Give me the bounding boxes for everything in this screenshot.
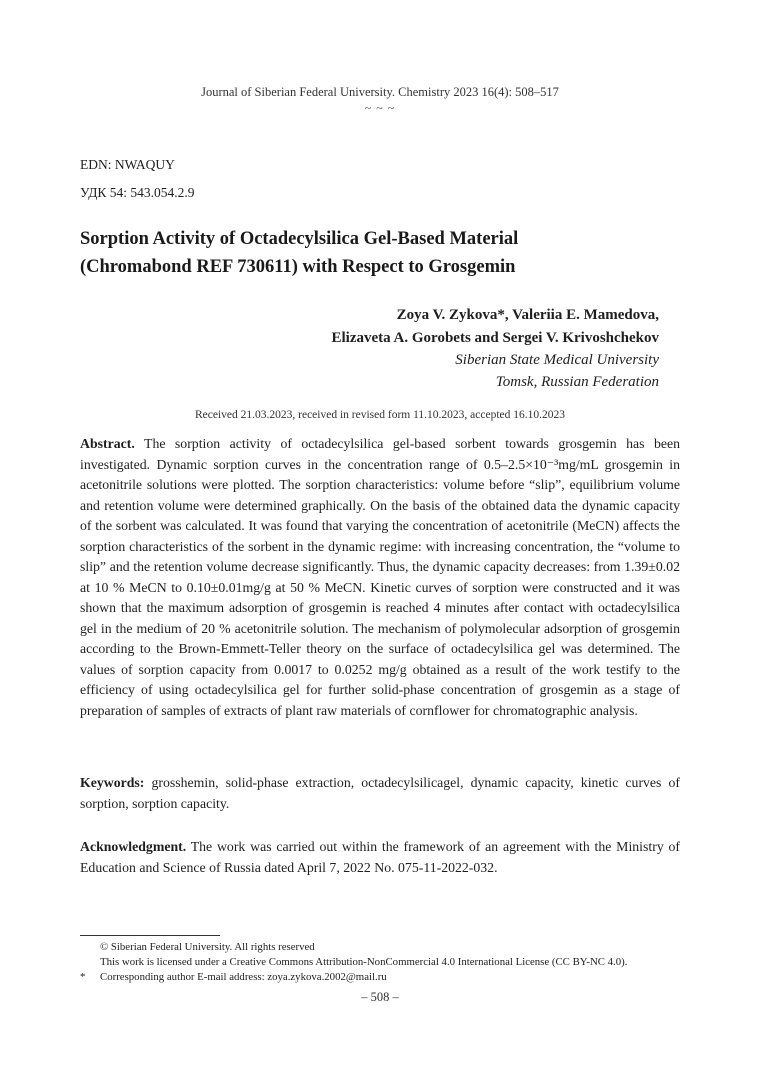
keywords-text: grosshemin, solid-phase extraction, octadecylsilicagel, dynamic capacity, kinetic curves of sorption, sorption capacity. bbox=[80, 775, 681, 811]
keywords-label: Keywords: bbox=[80, 775, 145, 790]
footnote-divider bbox=[80, 935, 220, 936]
affiliation bbox=[99, 349, 659, 393]
keywords-section bbox=[80, 773, 680, 814]
journal-header: Journal of Siberian Federal University. Chemistry 2023 16(4): 508–517 bbox=[201, 85, 559, 99]
author-list bbox=[99, 304, 659, 350]
received-dates: Received 21.03.2023, received in revised form 11.10.2023, accepted 16.10.2023 bbox=[194, 409, 566, 421]
acknowledgment-label: Acknowledgment. bbox=[80, 839, 187, 854]
edn-code: EDN: NWAQUY bbox=[80, 157, 175, 172]
udk-code: УДК 54: 543.054.2.9 bbox=[80, 185, 195, 200]
title-line-1: Sorption Activity of Octadecylsilica Gel-Based Material bbox=[80, 229, 519, 249]
footnote-license: This work is licensed under a Creative Commons Attribution-NonCommercial 4.0 International License (CC BY-NC 4.0). bbox=[100, 956, 628, 968]
page-number: – 508 – bbox=[361, 990, 399, 1004]
header-ornament: ~ ~ ~ bbox=[364, 101, 396, 115]
abstract-section bbox=[80, 434, 680, 721]
article-title bbox=[80, 225, 680, 281]
corresponding-email: Corresponding author E-mail address: zoya.zykova.2002@mail.ru bbox=[100, 971, 387, 983]
authors-line-1: Zoya V. Zykova*, Valeriia E. Mamedova, bbox=[396, 307, 659, 323]
footnote-copyright: © Siberian Federal University. All rights reserved bbox=[100, 941, 315, 953]
authors-line-2: Elizaveta A. Gorobets and Sergei V. Krivoshchekov bbox=[331, 330, 659, 346]
corresponding-asterisk: * bbox=[80, 971, 86, 983]
abstract-label: Abstract. bbox=[80, 436, 135, 451]
abstract-text: The sorption activity of octadecylsilica gel-based sorbent towards grosgemin has been investigated. Dynamic sorption curves in the concentration range of 0.5–2.5×10⁻³mg/mL grosgemin in acetonitrile solutions were plotted. The sorption characteristics: volume before “slip”, equilibrium volume and retention volume were determined graphically. On the basis of the obtained data the dynamic capacity of the sorbent was calculated. It was found that varying the concentration of acetonitrile (MeCN) affects the sorption characteristics of the sorbent in the dynamic regime: with increasing concentration, the “volume to slip” and the retention volume decrease significantly. Thus, the dynamic capacity decreases: from 1.39±0.02 at 10 % MeCN to 0.10±0.01mg/g at 50 % MeCN. Kinetic curves of sorption were constructed and it was shown that the maximum adsorption of grosgemin is reached 4 minutes after contact with octadecylsilica gel in the medium of 20 % acetonitrile solution. The mechanism of polymolecular adsorption of grosgemin according to the Brown-Emmett-Teller theory on the surface of octadecylsilica gel was determined. The values of sorption capacity from 0.0017 to 0.0252 mg/g obtained as a result of the work testify to the efficiency of using octadecylsilica gel for further solid-phase concentration of grosgemin as a stage of preparation of samples of extracts of plant raw materials of cornflower for chromatographic analysis. bbox=[80, 436, 680, 718]
acknowledgment-text: The work was carried out within the framework of an agreement with the Ministry of Education and Science of Russia dated April 7, 2022 No. 075-11-2022-032. bbox=[80, 839, 680, 875]
affiliation-city: Tomsk, Russian Federation bbox=[495, 374, 659, 390]
title-line-2: (Chromabond REF 730611) with Respect to Grosgemin bbox=[80, 257, 516, 277]
affiliation-institution: Siberian State Medical University bbox=[455, 352, 659, 368]
acknowledgment-section bbox=[80, 837, 680, 878]
footnote-corresponding bbox=[80, 970, 680, 985]
footnotes bbox=[80, 940, 680, 985]
